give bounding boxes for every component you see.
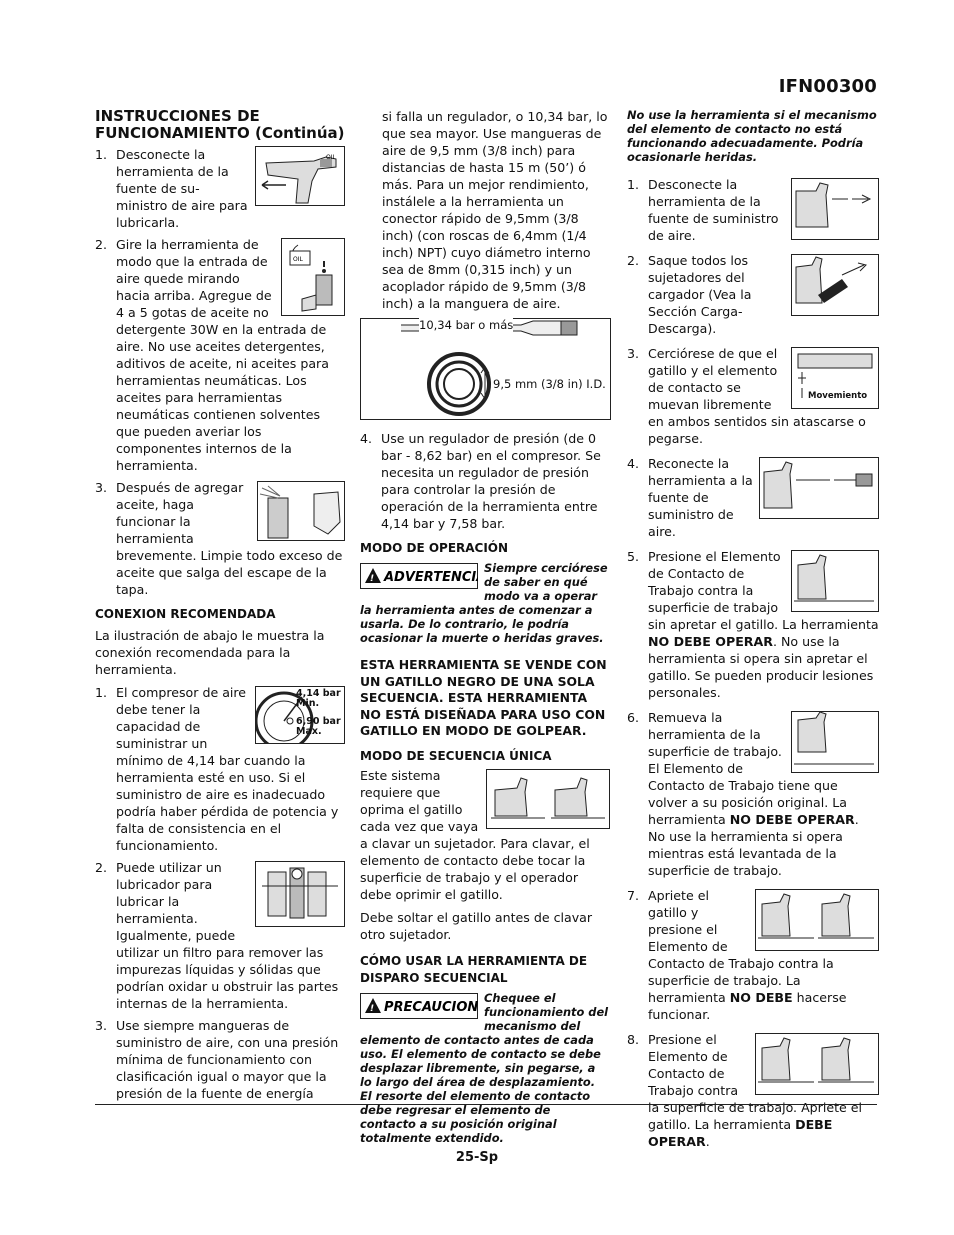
hose-diameter-label: 9,5 mm (3/8 in) I.D. bbox=[493, 377, 606, 391]
remove-fasteners-illustration bbox=[791, 254, 879, 316]
section-heading: MODO DE OPERACIÓN bbox=[360, 541, 509, 555]
filter-lubricator-illustration bbox=[255, 861, 345, 927]
model-number: IFN00300 bbox=[778, 76, 877, 97]
list-item: 1. Desconecte la herramienta de la fuente de suministro de aire. bbox=[627, 176, 879, 244]
list-item: 2. Saque todos los sujetadores del cargador (Vea la Sección Carga-Descarga). bbox=[627, 252, 879, 337]
secuencia-text-2: Debe soltar el gatillo antes de clavar otro sujetador. bbox=[360, 909, 593, 942]
list-item: 1. OIL Desconecte la herramienta de la fuente de su-ministro de aire para lubricarla. bbox=[95, 146, 345, 231]
section-title: INSTRUCCIONES DE FUNCIONAMIENTO (Continúa) bbox=[95, 107, 345, 142]
list-item: 2. OIL Gire la herramienta de modo que la entrada de aire quede mirando hacia arriba. Agregue de 4 a 5 gotas de aceite no detergente 30W en la entrada de aire. No use aceites detergentes, aditivos de aceite, ni aceites para herramientas neumáticas. Los aceites para herramientas neumáticas contienen solventes que pueden averiar los componentes internos de la herramienta. bbox=[95, 236, 345, 474]
list-item: 4. Use un regulador de presión (de 0 bar - 8,62 bar) en el compresor. Se necesita un regulador de presión para controlar la presión de operación de la herramienta entre 4,14 bar y 7,58 bar. bbox=[360, 431, 601, 531]
run-tool-illustration bbox=[257, 481, 345, 541]
column-1 bbox=[95, 108, 345, 1107]
list-item: 4. Reconecte la herramienta a la fuente de suministro de aire. bbox=[627, 455, 879, 540]
list-item: 1. 4,14 bar Min. 6,90 bar Max. El compresor de aire debe tener la capacidad de suministrar un mínimo de 4,14 bar cuando la herramienta esté en uso. Si el suministro de aire es inadecuado podría haber pérdida de potencia y falta de consistencia en el funcionamiento. bbox=[95, 684, 345, 854]
list-item: 5. Presione el Elemento de Contacto de Trabajo contra la superficie de trabajo sin apretar el gatillo. La herramienta NO DEBE OPERAR. No use la herramienta si opera sin apretar el gatillo. Se pueden producir lesiones personales. bbox=[627, 549, 879, 700]
continued-text: si falla un regulador, o 10,34 bar, lo que sea mayor. Use mangueras de aire de 9,5 mm (3/8 inch) para distancias de hasta 15 m (50’) ó más. Para un mejor rendimiento, instálele a la herramienta un conector rápido de 9,5mm (3/8 inch) (con roscas de 6,4mm (1/4 inch) NPT) cuyo diámetro interno sea de 8mm (0,315 inch) y un acoplador rápido de 9,5mm (3/8 inch) a la manguera de aire. bbox=[382, 109, 608, 311]
secuencia-block: Este sistema requiere que oprima el gatillo cada vez que vaya a clavar un sujetador. Para clavar, el elemento de contacto debe tocar la superficie de trabajo y el operador debe oprimir el gatillo. bbox=[360, 767, 610, 903]
hose-pressure-label: 10,34 bar o más bbox=[419, 318, 514, 332]
trigger-press-illustration bbox=[755, 889, 879, 951]
list-item: 6. Remueva la herramienta de la superficie de trabajo. El Elemento de Contacto de Trabajo tiene que volver a su posición original. La herramienta NO DEBE OPERAR. No use la herramienta si opera mientras está levantada de la superficie de trabajo. bbox=[627, 709, 879, 879]
reconnect-illustration bbox=[759, 457, 879, 519]
remove-from-surface-illustration bbox=[791, 711, 879, 773]
svg-text:PRECAUCION: PRECAUCION bbox=[384, 999, 478, 1015]
section-heading: MODO DE SECUENCIA ÚNICA bbox=[360, 748, 552, 763]
press-contact-illustration bbox=[791, 550, 879, 612]
column-2 bbox=[360, 108, 610, 1145]
list-item: 7. Apriete el gatillo y presione el Elemento de Contacto de Trabajo contra la superficie de trabajo. La herramienta NO DEBE hacerse funcionar. bbox=[627, 887, 879, 1023]
warning-text: No use la herramienta si el mecanismo del elemento de contacto no está funcionando adecuadamente. Podría ocasionarle heridas. bbox=[627, 108, 877, 164]
list-item: 8. Presione el Elemento de Contacto de Trabajo contra la superficie de trabajo. Apriete el gatillo. La herramienta DEBE OPERAR. bbox=[627, 1031, 879, 1150]
section-heading: CONEXION RECOMENDADA bbox=[95, 607, 276, 621]
warning-block: ! ADVERTENCIA Siempre cerciórese de saber en qué modo va a operar la herramienta antes de comenzar a usarla. De lo contrario, le podría ocasionar la muerte o heridas graves. bbox=[360, 561, 608, 645]
oil-drops-illustration bbox=[281, 238, 345, 316]
page-number: 25-Sp bbox=[455, 1150, 499, 1165]
movement-label: Movemiento bbox=[808, 391, 868, 401]
pressure-gauge-illustration bbox=[255, 686, 345, 744]
svg-text:OIL: OIL bbox=[293, 256, 303, 263]
list-item: 3. Después de agregar aceite, haga funcionar la herramienta brevemente. Limpie todo exceso de aceite que salga del escape de la tapa. bbox=[95, 479, 345, 598]
operate-illustration bbox=[755, 1033, 879, 1095]
intro-text: La ilustración de abajo le muestra la conexión recomendada para la herramienta. bbox=[95, 628, 325, 677]
section-heading: CÓMO USAR LA HERRAMIENTA DE DISPARO SECUENCIAL bbox=[360, 953, 588, 985]
svg-text:OIL: OIL bbox=[326, 154, 336, 161]
list-item: 2. Puede utilizar un lubricador para lubricar la herramienta. Igualmente, puede utilizar un filtro para remover las impurezas líquidas y sólidas que podrían oxidar u obstruir las partes internas de la herramienta. bbox=[95, 859, 345, 1012]
footer-divider bbox=[95, 1104, 877, 1105]
list-item: 3. Movemiento Cerciórese de que el gatillo y el elemento de contacto se muevan libremente en ambos sentidos sin atascarse o pegarse. bbox=[627, 345, 879, 447]
movement-illustration bbox=[791, 347, 879, 409]
list-item: 3. Use siempre mangueras de suministro de aire, con una presión mínima de funcionamiento con clasificación igual o mayor que la presión de la fuente de energía bbox=[95, 1018, 339, 1101]
hose-illustration bbox=[360, 318, 611, 420]
caution-block: ! PRECAUCION Chequee el funcionamiento del mecanismo del elemento de contacto antes de cada uso. El elemento de contacto se debe desplazar libremente, sin pegarse, a lo largo del área de desplazamiento. El resorte del elemento de contacto debe regresar el elemento de contacto a su posición original totalmente extendido. bbox=[360, 990, 609, 1145]
svg-text:!: ! bbox=[369, 574, 375, 584]
bold-notice: ESTA HERRAMIENTA SE VENDE CON UN GATILLO NEGRO DE UNA SOLA SECUENCIA. ESTA HERRAMIENTA NO ESTÁ DISEÑADA PARA USO CON GATILLO EN MODO DE GOLPEAR. bbox=[360, 657, 607, 738]
sequence-tool-illustration bbox=[486, 769, 610, 829]
svg-text:ADVERTENCIA: ADVERTENCIA bbox=[384, 570, 478, 585]
column-3 bbox=[627, 108, 879, 1155]
gauge-min-label: 4,14 bar Min. bbox=[296, 688, 341, 709]
svg-text:!: ! bbox=[369, 1003, 375, 1014]
precaucion-label bbox=[360, 993, 478, 1022]
advertencia-label bbox=[360, 563, 478, 592]
disconnect-oil-illustration bbox=[255, 146, 345, 206]
gauge-max-label: 6,90 bar Max. bbox=[296, 716, 341, 737]
disconnect-tool-illustration bbox=[791, 178, 879, 240]
